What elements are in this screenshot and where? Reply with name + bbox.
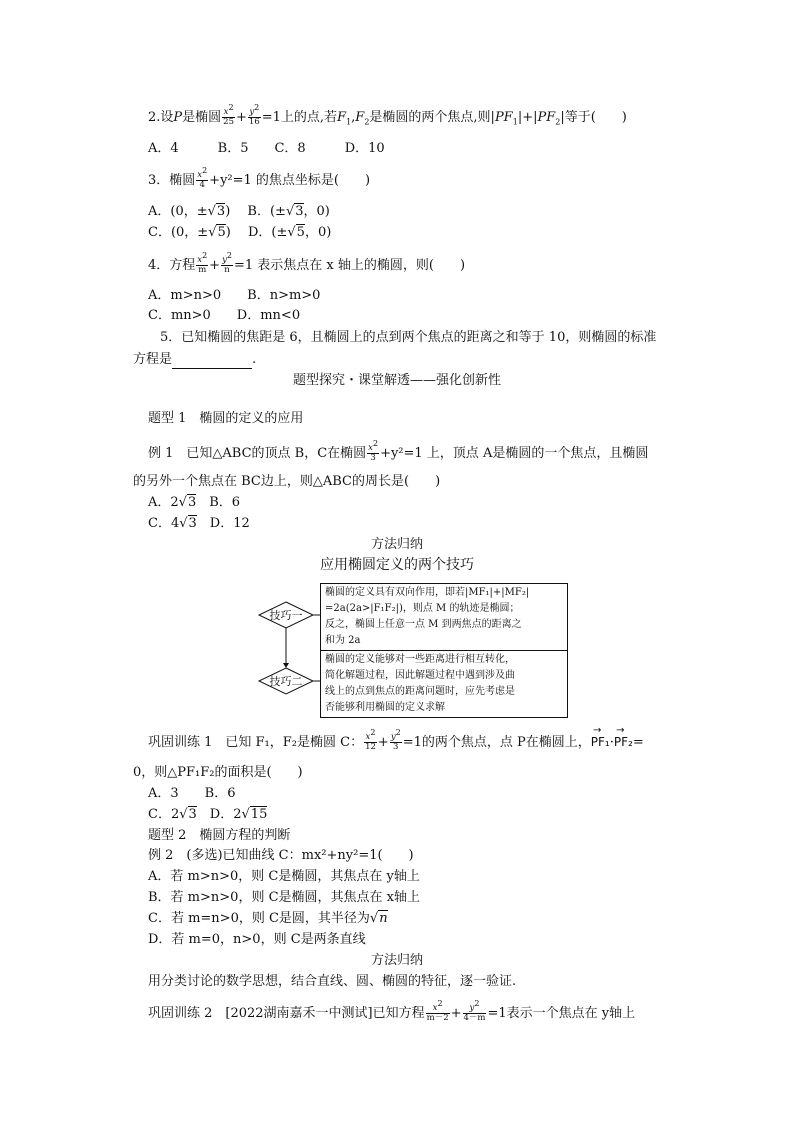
q3-opt-d-root: 5: [296, 225, 305, 240]
q2-prefix: 2.设: [148, 110, 174, 125]
q4-prefix: 4．方程: [148, 258, 196, 273]
q3-opt-c-root: 5: [217, 225, 226, 240]
tip1-line: 椭圆的定义具有双向作用，即若|MF₁|+|MF₂|: [325, 587, 530, 598]
p1-opt-d: D．2: [196, 807, 242, 822]
q2-mid4: |+|: [517, 110, 538, 125]
p1-options-row1: A．3 B．6: [148, 786, 236, 801]
q2-pf2: PF: [537, 110, 556, 125]
q2-p: P: [173, 110, 183, 125]
ex2-opt-d: D．若 m=0，n>0，则 C是两条直线: [148, 932, 366, 947]
q2-pf1: PF: [494, 110, 513, 125]
q4-rest: =1 表示焦点在 x 轴上的椭圆，则( ): [233, 258, 466, 273]
q4-options-row2: C．mn>0 D．mn<0: [148, 308, 301, 323]
p1-dot: ·: [609, 735, 614, 750]
q4-frac-x: $\frac{x^2}{m}$: [197, 251, 208, 275]
tip1-line: 反之，椭圆上任意一点 M 到两焦点的距离之: [325, 619, 522, 630]
q2-options: A．4 B．5 C．8 D．10: [148, 141, 385, 156]
p2-frac-x: $\frac{x^2}{m-2}$: [426, 999, 449, 1023]
method2-text: 用分类讨论的数学思想，结合直线、圆、椭圆的特征，逐一验证.: [148, 974, 517, 989]
q4-options-row1: A．m>n>0 B．n>m>0: [148, 288, 321, 303]
type1-heading: 题型 1 椭圆的定义的应用: [148, 411, 304, 426]
ex1-options-row1: A．2√3 B．6: [148, 495, 241, 510]
vector-pf1: → PF₁: [591, 733, 610, 751]
question-4: 4．方程 $\frac{x^2}{m}$ + $\frac{y^2}{n}$ =1 表示焦点在 x 轴上的椭圆，则( ): [148, 251, 466, 275]
ex2-opt-c-text: C．若 m=n>0，则 C是圆，其半径为: [148, 911, 370, 926]
method1-subtitle: 应用椭圆定义的两个技巧: [320, 557, 474, 573]
q2-mid1: 是椭圆: [182, 110, 222, 125]
q2-f1: F: [337, 110, 347, 125]
q3-opt-d-tail: ，0): [304, 225, 332, 240]
question-2: 2.设P是椭圆 $\frac{x^2}{25}$ + $\frac{y^2}{16}$ =1上的点,若$F_1,F_2$是椭圆的两个焦点,则$|PF_1|+|PF_2|$等于( ): [148, 103, 627, 127]
ex1-frac: $\frac{x^2}{3}$: [368, 439, 379, 463]
q3-opt-b-root: 3: [295, 204, 304, 219]
flow-arrow-head: [283, 663, 289, 668]
q2-mid3: 是椭圆的两个焦点,则|: [369, 110, 495, 125]
q3-frac: $\frac{x^2}{4}$: [197, 166, 208, 190]
p1-a: 巩固训练 1 已知 F₁，F₂是椭圆 C：: [148, 735, 364, 750]
section-title: 题型探究・课堂解透——强化创新性: [292, 373, 501, 388]
p1-b: =1的两个焦点，点 P在椭圆上，: [402, 735, 591, 750]
practice-1-line2: 0，则△PF₁F₂的面积是( ): [133, 765, 303, 780]
q4-frac-y: $\frac{y^2}{n}$: [222, 251, 232, 275]
p1-eq: =: [632, 735, 644, 750]
method1-title: 方法归纳: [370, 537, 423, 552]
p2-frac-y: $\frac{y^2}{4-m}$: [463, 999, 486, 1023]
ex1-opt-c-root: 3: [188, 516, 197, 531]
q2-tail: |等于( ): [560, 110, 627, 125]
example-2: 例 2 (多选)已知曲线 C：mx²+ny²=1( ): [148, 848, 414, 863]
ex2-opt-a: A．若 m>n>0，则 C是椭圆，其焦点在 y轴上: [148, 869, 420, 884]
vector-pf2: → PF₂: [614, 733, 633, 751]
example-1-line2: 的另外一个焦点在 BC边上，则△ABC的周长是( ): [133, 474, 441, 489]
q5-answer-blank[interactable]: [172, 356, 252, 369]
ex1-opt-d: D．12: [196, 516, 250, 531]
ex2-opt-c: C．若 m=n>0，则 C是圆，其半径为√n: [148, 911, 388, 926]
ex1-b: +y²=1 上，顶点 A是椭圆的一个焦点，且椭圆: [380, 446, 649, 461]
q3-options-row1: A．(0，±√3) B．(±√3，0): [148, 204, 330, 219]
q3-opt-a-root: 3: [216, 204, 226, 219]
q5-line2b: .: [252, 352, 257, 367]
tip2-label: 技巧二: [269, 675, 303, 688]
type2-heading: 题型 2 椭圆方程的判断: [148, 828, 291, 843]
p1-opt-c-root: 3: [188, 807, 197, 822]
ex1-options-row2: C．4√3 D．12: [148, 516, 250, 531]
tip1-line: =2a(2a>|F₁F₂|)，则点 M 的轨迹是椭圆；: [325, 603, 520, 614]
q5-line2a: 方程是: [133, 352, 173, 367]
q3-opt-a: A．(0，±: [148, 204, 208, 219]
question-5-line2: [133, 351, 256, 369]
q3-options-row2: C．(0，±√5) D．(±√5，0): [148, 225, 332, 240]
practice-2: 巩固训练 2 [2022湖南嘉禾一中测试]已知方程 $\frac{x^2}{m-2}$ + $\frac{y^2}{4-m}$ =1表示一个焦点在 y轴上: [148, 999, 636, 1023]
q2-mid2: =1上的点,若: [261, 110, 338, 125]
q3-opt-d: ) D．(±: [225, 225, 288, 240]
question-5-line1: 5．已知椭圆的焦距是 6，且椭圆上的点到两个焦点的距离之和等于 10，则椭圆的标准: [160, 330, 657, 345]
ex2-opt-c-root: n: [379, 911, 388, 926]
p1-opt-d-root: 15: [250, 807, 268, 822]
p2-a: 巩固训练 2 [2022湖南嘉禾一中测试]已知方程: [148, 1006, 425, 1021]
tip2-line: 简化解题过程，因此解题过程中遇到涉及曲: [325, 670, 515, 681]
method2-title: 方法归纳: [370, 953, 423, 968]
tip2-line: 椭圆的定义能够对一些距离进行相互转化，: [325, 654, 515, 665]
ex1-a: 例 1 已知△ABC的顶点 B，C在椭圆: [148, 446, 367, 461]
ex1-opt-b: B．6: [196, 495, 241, 510]
tip1-label: 技巧一: [269, 609, 303, 622]
q3-opt-b: ) B．(±: [225, 204, 286, 219]
practice-1-line1: 巩固训练 1 已知 F₁，F₂是椭圆 C： $\frac{x^2}{12}$ + $\frac{y^2}{3}$ =1的两个焦点，点 P在椭圆上，→ PF₁·→ PF₂=: [148, 733, 644, 752]
q2-f2: F: [355, 110, 365, 125]
q2-frac-y: $\frac{y^2}{16}$: [248, 103, 260, 127]
p2-b: =1表示一个焦点在 y轴上: [487, 1006, 636, 1021]
ex2-opt-b: B．若 m>n>0，则 C是椭圆，其焦点在 x轴上: [148, 890, 420, 905]
q3-rest: +y²=1 的焦点坐标是( ): [209, 173, 371, 188]
q3-opt-b-tail: ，0): [303, 204, 330, 219]
example-1-line1: [148, 439, 649, 463]
p1-options-row2: C．2√3 D．2√15: [148, 807, 268, 822]
ex1-opt-c: C．4: [148, 516, 180, 531]
ex1-opt-a-root: 3: [187, 495, 197, 510]
p1-opt-c: C．2: [148, 807, 180, 822]
tip2-line: 否能够利用椭圆的定义求解: [325, 702, 445, 713]
tip2-line: 线上的点到焦点的距离问题时，应先考虑是: [325, 686, 515, 697]
tip1-box: [320, 583, 568, 651]
q3-prefix: 3．椭圆: [148, 173, 196, 188]
q2-frac-x: $\frac{x^2}{25}$: [223, 103, 234, 127]
tip1-line: 和为 2a: [325, 635, 361, 646]
p1-frac-x: $\frac{x^2}{12}$: [365, 728, 376, 752]
p1-frac-y: $\frac{y^2}{3}$: [390, 728, 401, 752]
question-3: [148, 166, 371, 190]
tip2-box: [320, 650, 568, 718]
ex1-opt-a: A．2: [148, 495, 179, 510]
q3-opt-c: C．(0，±: [148, 225, 209, 240]
